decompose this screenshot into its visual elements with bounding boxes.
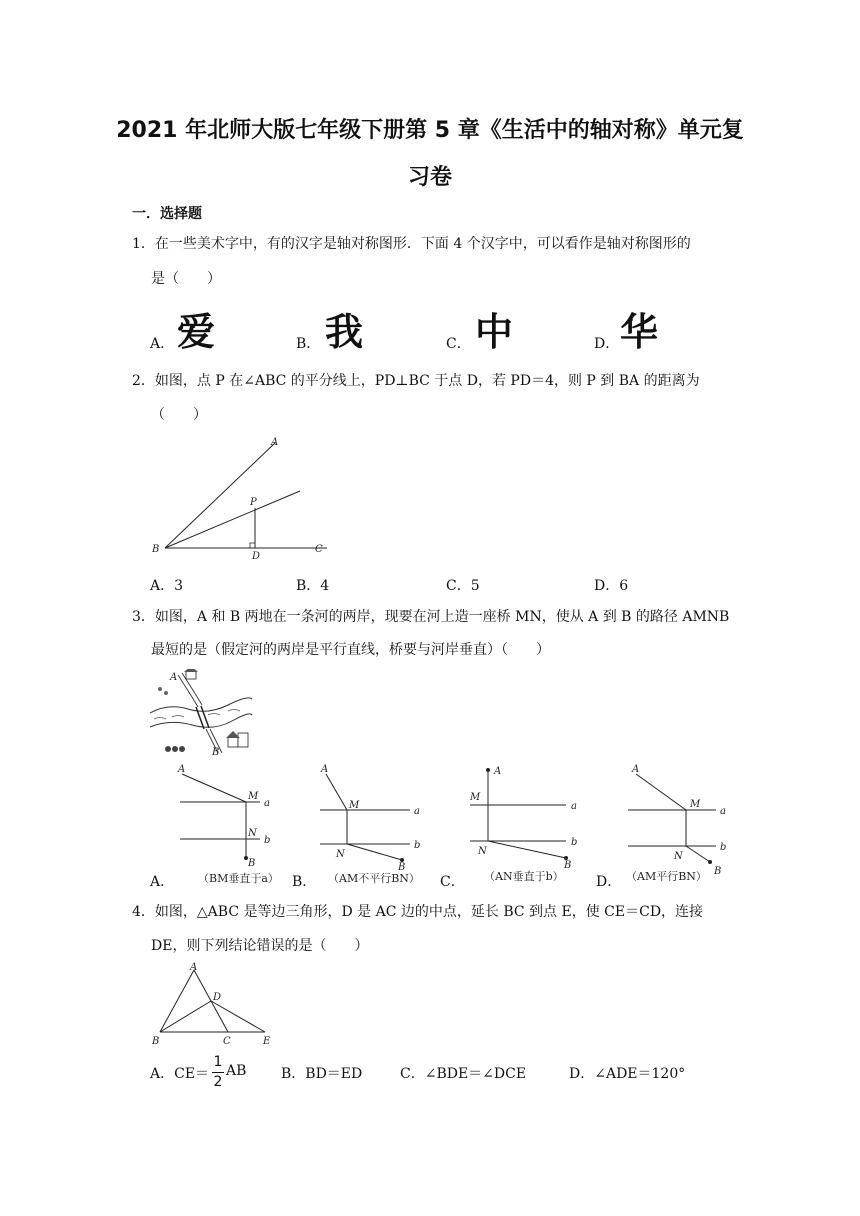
q3-line2: 最短的是（假定河的两岸是平行直线，桥要与河岸垂直）（ ） [151, 642, 550, 658]
q4-label-c: C [223, 1036, 231, 1047]
q2-label-b: B [152, 544, 160, 555]
q3a-caption: （BM垂直于a） [198, 872, 279, 885]
q3a-label-m: M [248, 791, 259, 802]
q3b-caption: （AM不平行BN） [328, 872, 420, 885]
q1-option-c-char: 中 [475, 310, 514, 354]
q4-option-a-prefix: A．CE＝ [150, 1066, 210, 1082]
q3c-label-b-line: b [571, 837, 578, 848]
section-heading: 一．选择题 [132, 206, 202, 222]
q2-figure [145, 435, 345, 565]
q3-illus-label-a: A [170, 672, 178, 683]
q1-option-d-char: 华 [620, 310, 659, 354]
q4-option-a-suffix: AB [226, 1063, 247, 1079]
q3a-label-a-line: a [264, 798, 270, 809]
q3b-label-n: N [336, 849, 345, 860]
q4-option-d: D．∠ADE＝120° [569, 1066, 686, 1082]
q3-diagram-b [292, 762, 442, 887]
q3-diagram-d [596, 762, 736, 887]
q4-option-a-denominator: 2 [213, 1074, 223, 1090]
q2-label-a: A [271, 437, 279, 448]
q3a-label-a: A [178, 764, 186, 775]
q1-option-b-char: 我 [325, 310, 364, 354]
q3b-label-b: B [398, 862, 406, 873]
q3-option-a: A． [150, 874, 175, 890]
q1-line2: 是（ ） [151, 271, 221, 287]
q2-label-c: C [315, 544, 323, 555]
q2-line2: （ ） [151, 407, 207, 423]
q3d-label-b: B [714, 866, 722, 877]
q3-diagram-c [440, 762, 590, 887]
q2-label-d: D [252, 551, 261, 562]
q1-option-a-char: 爱 [177, 310, 216, 354]
q3-line1: 3．如图，A 和 B 两地在一条河的两岸，现要在河上造一座桥 MN，使从 A 到 B 的路径 AMNB [132, 609, 730, 625]
q4-option-b: B．BD＝ED [281, 1066, 363, 1082]
q3-river-illustration [148, 669, 254, 757]
q3-option-c: C． [440, 874, 465, 890]
q4-option-c: C．∠BDE＝∠DCE [400, 1066, 527, 1082]
q3c-caption: （AN垂直于b） [484, 870, 564, 883]
q4-label-e: E [263, 1036, 271, 1047]
q3c-label-m: M [470, 792, 481, 803]
q2-option-a: A．3 [150, 578, 184, 594]
q3b-label-b-line: b [414, 840, 421, 851]
q3d-label-n: N [674, 851, 683, 862]
q3-diagram-a [150, 762, 280, 887]
q3d-label-a: A [632, 764, 640, 775]
q3c-label-a: A [494, 766, 502, 777]
q2-option-c: C．5 [446, 578, 480, 594]
q1-option-d-label: D． [594, 336, 620, 352]
q1-option-a-label: A． [150, 336, 175, 352]
q3-illus-label-b: B [212, 747, 220, 757]
q3c-label-n: N [478, 846, 487, 857]
q3-option-d: D． [596, 874, 622, 890]
q3d-label-a-line: a [720, 806, 726, 817]
q4-option-a-numerator: 1 [213, 1054, 223, 1070]
q1-line1: 1．在一些美术字中，有的汉字是轴对称图形．下面 4 个汉字中，可以看作是轴对称图形的 [132, 236, 691, 252]
q3d-label-b-line: b [720, 842, 727, 853]
q3d-caption: （AM平行BN） [626, 870, 707, 883]
q2-option-d: D．6 [594, 578, 629, 594]
q3b-label-a: A [321, 764, 329, 775]
q4-line1: 4．如图，△ABC 是等边三角形，D 是 AC 边的中点，延长 BC 到点 E，使 CE＝CD，连接 [132, 904, 704, 920]
q2-line1: 2．如图，点 P 在∠ABC 的平分线上，PD⊥BC 于点 D，若 PD＝4，则 P 到 BA 的距离为 [132, 373, 700, 389]
q4-line2: DE，则下列结论错误的是（ ） [151, 938, 369, 954]
q1-option-c-label: C． [446, 336, 471, 352]
q3c-label-a-line: a [571, 801, 577, 812]
q3a-label-n: N [248, 828, 257, 839]
q3b-label-m: M [349, 800, 360, 811]
q2-option-b: B．4 [296, 578, 330, 594]
q1-option-b-label: B． [296, 336, 321, 352]
q4-label-a: A [190, 962, 198, 973]
q4-label-d: D [213, 992, 222, 1003]
q3b-label-a-line: a [414, 806, 420, 817]
q3a-label-b-line: b [264, 835, 271, 846]
q3c-label-b: B [564, 860, 572, 871]
q4-fraction-bar [212, 1072, 224, 1073]
page-title-line2: 习卷 [407, 165, 452, 190]
q4-figure [145, 960, 285, 1050]
page-title-line1: 2021 年北师大版七年级下册第 5 章《生活中的轴对称》单元复 [116, 118, 744, 143]
q3d-label-m: M [690, 799, 701, 810]
q4-label-b: B [152, 1036, 160, 1047]
q3-option-b: B． [292, 874, 317, 890]
q3a-label-b: B [248, 858, 256, 869]
q2-label-p: P [250, 497, 257, 508]
